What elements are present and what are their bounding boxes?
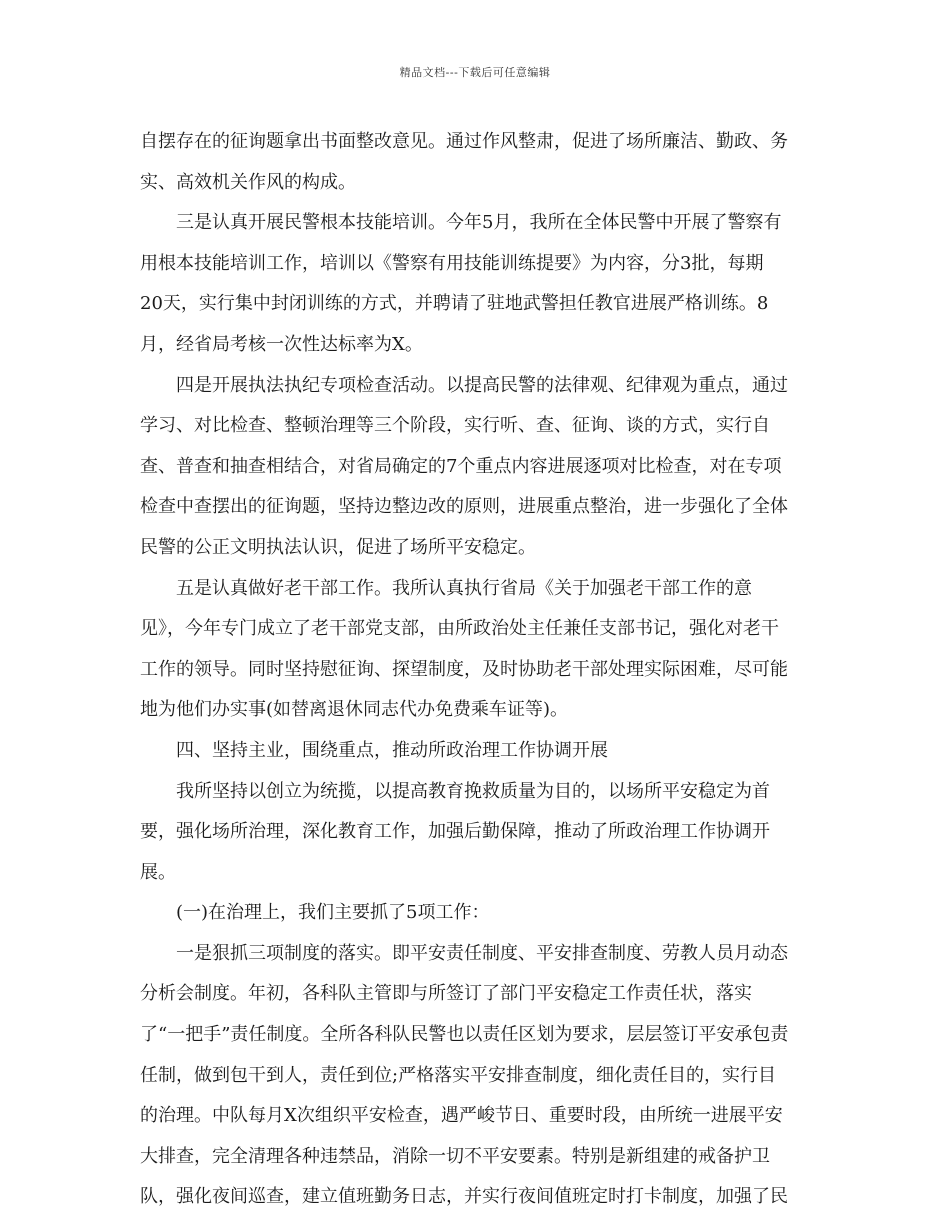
text-line: 20天，实行集中封闭训练的方式，并聘请了驻地武警担任教官进展严格训练。8: [140, 293, 769, 315]
text-line: 的治理。中队每月X次组织平安检查，遇严峻节日、重要时段，由所统一进展平安: [140, 1105, 783, 1127]
document-body: [140, 122, 812, 1218]
text-line: 自摆存在的征询题拿出书面整改意见。通过作风整肃，促进了场所廉洁、勤政、务: [140, 131, 788, 152]
text-line: 工作的领导。同时坚持慰征询、探望制度，及时协助老干部处理实际困难，尽可能: [140, 658, 788, 680]
section-heading: 四、坚持主业，围绕重点，推动所政治理工作协调开展: [176, 739, 608, 761]
page-header: 精品文档---下载后可任意编辑: [399, 66, 551, 79]
text-line: 民警的公正文明执法认识，促进了场所平安稳定。: [140, 536, 536, 558]
text-line: 分析会制度。年初，各科队主管即与所签订了部门平安稳定工作责任状，落实: [140, 983, 752, 1005]
subsection-heading: (一)在治理上，我们主要抓了5项工作：: [176, 902, 490, 924]
text-line: 大排查，完全清理各种违禁品，消除一切不平安要素。特别是新组建的戒备护卫: [140, 1145, 770, 1167]
text-line: 用根本技能培训工作，培训以《警察有用技能训练提要》为内容，分3批，每期: [140, 252, 764, 274]
paragraph-start-line: 四是开展执法执纪专项检查活动。以提高民警的法律观、纪律观为重点，通过: [176, 374, 788, 396]
paragraph-start-line: 我所坚持以创立为统揽，以提高教育挽救质量为目的，以场所平安稳定为首: [176, 780, 770, 802]
text-line: 检查中查摆出的征询题，坚持边整边改的原则，进展重点整治，进一步强化了全体: [140, 496, 788, 518]
text-line: 队，强化夜间巡查，建立值班勤务日志，并实行夜间值班定时打卡制度，加强了民: [140, 1186, 788, 1208]
text-line: 学习、对比检查、整顿治理等三个阶段，实行听、查、征询、谈的方式，实行自: [140, 415, 770, 437]
text-line: 月，经省局考核一次性达标率为X。: [140, 333, 423, 355]
paragraph-start-line: 三是认真开展民警根本技能培训。今年5月，我所在全体民警中开展了警察有: [176, 212, 782, 234]
text-line: 地为他们办实事(如替离退休同志代办免费乘车证等)。: [140, 699, 569, 721]
text-line: 展。: [140, 861, 176, 883]
paragraph-start-line: 五是认真做好老干部工作。我所认真执行省局《关于加强老干部工作的意: [176, 577, 752, 599]
text-line: 了“一把手”责任制度。全所各科队民警也以责任区划为要求，层层签订平安承包责: [140, 1024, 789, 1046]
text-line: 查、普查和抽查相结合，对省局确定的7个重点内容进展逐项对比检查，对在专项: [140, 455, 782, 477]
text-line: 要，强化场所治理，深化教育工作，加强后勤保障，推动了所政治理工作协调开: [140, 821, 770, 843]
text-line: 见》，今年专门成立了老干部党支部，由所政治处主任兼任支部书记，强化对老干: [140, 618, 779, 640]
text-line: 任制，做到包干到人，责任到位;严格落实平安排查制度，细化责任目的，实行目: [140, 1064, 777, 1086]
text-line: 实、高效机关作风的构成。: [140, 171, 356, 193]
paragraph-start-line: 一是狠抓三项制度的落实。即平安责任制度、平安排查制度、劳教人员月动态: [176, 942, 788, 964]
